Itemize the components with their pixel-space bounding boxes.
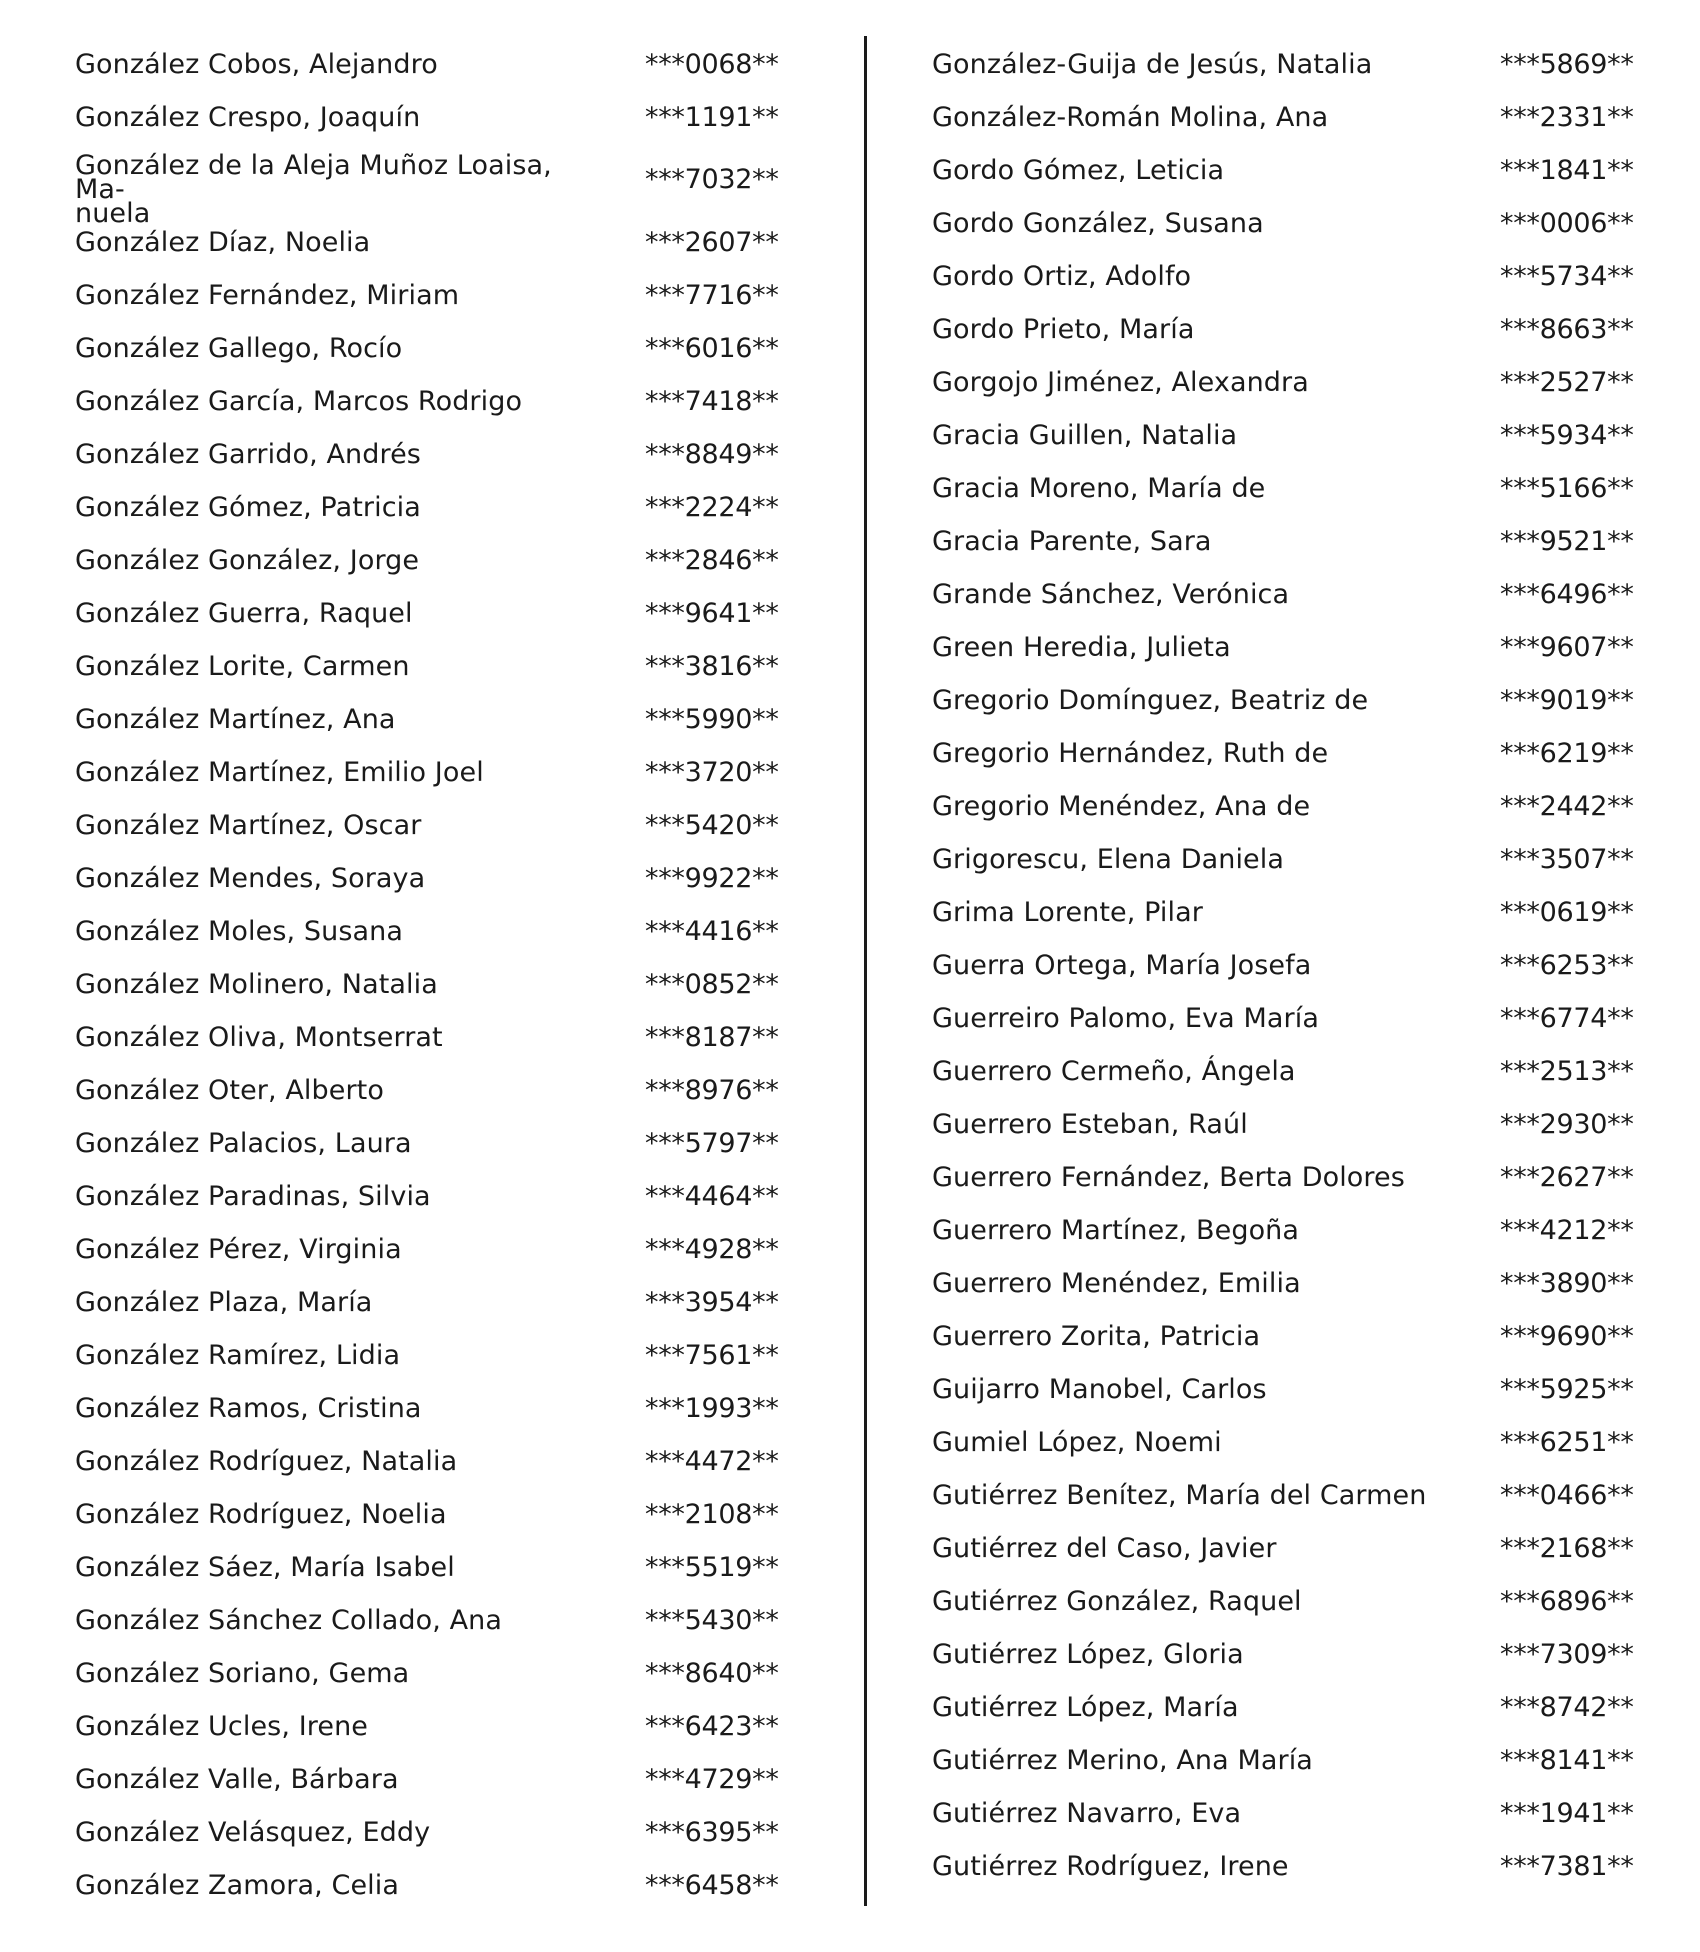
masked-id: ***6774** [1500,1003,1634,1034]
masked-id: ***6219** [1500,738,1634,769]
list-item [932,833,1632,886]
masked-id: ***7418** [645,386,779,417]
masked-id: ***5519** [645,1552,779,1583]
masked-id: ***0006** [1500,208,1634,239]
list-item [932,144,1632,197]
masked-id: ***1941** [1500,1798,1634,1829]
list-item [932,886,1632,939]
list-item [932,992,1632,1045]
masked-id: ***4212** [1500,1215,1634,1246]
person-name: González Oter, Alberto [75,1075,384,1106]
person-name: González Guerra, Raquel [75,598,413,629]
masked-id: ***8742** [1500,1692,1634,1723]
masked-id: ***2224** [645,492,779,523]
masked-id: ***7561** [645,1340,779,1371]
masked-id: ***5934** [1500,420,1634,451]
list-item [932,1734,1632,1787]
list-item [932,780,1632,833]
list-item [75,1117,779,1170]
list-item [932,409,1632,462]
person-name: González Zamora, Celia [75,1870,400,1901]
list-item [932,1045,1632,1098]
list-item [932,1469,1632,1522]
person-name: González Paradinas, Silvia [75,1181,431,1212]
list-item [75,799,779,852]
list-item [75,38,779,91]
person-name: Guijarro Manobel, Carlos [932,1374,1267,1405]
person-name: González Gómez, Patricia [75,492,421,523]
person-name: Gumiel López, Noemi [932,1427,1222,1458]
masked-id: ***1191** [645,102,779,133]
masked-id: ***4416** [645,916,779,947]
masked-id: ***1993** [645,1393,779,1424]
list-item [75,587,779,640]
list-item [75,1806,779,1859]
list-item [75,428,779,481]
list-item [932,1840,1632,1893]
person-name: Guerreiro Palomo, Eva María [932,1003,1319,1034]
person-name: González Martínez, Oscar [75,810,422,841]
masked-id: ***6423** [645,1711,779,1742]
masked-id: ***9521** [1500,526,1634,557]
masked-id: ***6896** [1500,1586,1634,1617]
person-name: Gracia Parente, Sara [932,526,1212,557]
list-item [75,91,779,144]
list-item [932,356,1632,409]
person-name: González Ucles, Irene [75,1711,368,1742]
list-item [75,1700,779,1753]
masked-id: ***6253** [1500,950,1634,981]
person-name: Guerrero Cermeño, Ángela [932,1056,1296,1087]
person-name: Gutiérrez Merino, Ana María [932,1745,1313,1776]
left-name-list [75,38,779,1912]
list-item [932,1575,1632,1628]
masked-id: ***8976** [645,1075,779,1106]
masked-id: ***2930** [1500,1109,1634,1140]
person-name: González Ramírez, Lidia [75,1340,401,1371]
masked-id: ***6496** [1500,579,1634,610]
list-item [932,1416,1632,1469]
masked-id: ***5734** [1500,261,1634,292]
list-item [932,38,1632,91]
person-name: Guerrero Menéndez, Emilia [932,1268,1301,1299]
masked-id: ***3954** [645,1287,779,1318]
person-name: González Crespo, Joaquín [75,102,421,133]
masked-id: ***8640** [645,1658,779,1689]
masked-id: ***2331** [1500,102,1634,133]
list-item [932,939,1632,992]
person-name: González Rodríguez, Noelia [75,1499,447,1530]
masked-id: ***7716** [645,280,779,311]
person-name: Grigorescu, Elena Daniela [932,844,1285,875]
list-item [75,144,779,229]
masked-id: ***1841** [1500,155,1634,186]
list-item [75,1594,779,1647]
masked-id: ***9641** [645,598,779,629]
masked-id: ***6016** [645,333,779,364]
masked-id: ***2168** [1500,1533,1634,1564]
list-item [932,1098,1632,1151]
person-name: González Oliva, Montserrat [75,1022,443,1053]
masked-id: ***5166** [1500,473,1634,504]
masked-id: ***2442** [1500,791,1634,822]
person-name: González Sáez, María Isabel [75,1552,455,1583]
list-item [75,693,779,746]
list-item [75,1753,779,1806]
person-name: González Díaz, Noelia [75,227,371,258]
list-item [75,1064,779,1117]
person-name: Gorgojo Jiménez, Alexandra [932,367,1309,398]
masked-id: ***4472** [645,1446,779,1477]
person-name: Gregorio Hernández, Ruth de [932,738,1329,769]
masked-id: ***6458** [645,1870,779,1901]
masked-id: ***2527** [1500,367,1634,398]
person-name: Gutiérrez Benítez, María del Carmen [932,1480,1427,1511]
list-item [75,375,779,428]
list-item [932,515,1632,568]
person-name: Guerrero Fernández, Berta Dolores [932,1162,1405,1193]
list-item [932,727,1632,780]
masked-id: ***6251** [1500,1427,1634,1458]
person-name: Gregorio Menéndez, Ana de [932,791,1311,822]
list-item [932,1787,1632,1840]
person-name: Gracia Moreno, María de [932,473,1266,504]
list-item [75,640,779,693]
person-name: González Plaza, María [75,1287,373,1318]
person-name: González Rodríguez, Natalia [75,1446,458,1477]
person-name: González Martínez, Emilio Joel [75,757,484,788]
person-name: Gutiérrez López, María [932,1692,1239,1723]
list-item [932,674,1632,727]
masked-id: ***7309** [1500,1639,1634,1670]
person-name: González Molinero, Natalia [75,969,438,1000]
masked-id: ***0466** [1500,1480,1634,1511]
person-name: Gordo González, Susana [932,208,1264,239]
column-divider [864,36,867,1906]
masked-id: ***7032** [645,164,779,195]
person-name: Grande Sánchez, Verónica [932,579,1290,610]
list-item [75,1859,779,1912]
masked-id: ***5925** [1500,1374,1634,1405]
list-item [932,1151,1632,1204]
list-item [75,1329,779,1382]
right-name-list [932,38,1632,1893]
list-item [75,534,779,587]
person-name: González Pérez, Virginia [75,1234,402,1265]
person-name: González de la Aleja Muñoz Loaisa, Ma- nuela [75,150,552,229]
person-name: González Palacios, Laura [75,1128,412,1159]
person-name: González Cobos, Alejandro [75,49,438,80]
person-name: Gracia Guillen, Natalia [932,420,1238,451]
masked-id: ***3816** [645,651,779,682]
person-name: Gutiérrez del Caso, Javier [932,1533,1277,1564]
masked-id: ***0852** [645,969,779,1000]
masked-id: ***2607** [645,227,779,258]
list-item [932,91,1632,144]
person-name: González Soriano, Gema [75,1658,410,1689]
list-item [75,958,779,1011]
person-name: González Moles, Susana [75,916,404,947]
person-name: Grima Lorente, Pilar [932,897,1203,928]
person-name: González Valle, Bárbara [75,1764,399,1795]
list-item [75,1435,779,1488]
person-name: González Lorite, Carmen [75,651,410,682]
person-name: González González, Jorge [75,545,420,576]
masked-id: ***0619** [1500,897,1634,928]
person-name: Gutiérrez González, Raquel [932,1586,1302,1617]
person-name: González Ramos, Cristina [75,1393,422,1424]
list-item [932,1257,1632,1310]
masked-id: ***3890** [1500,1268,1634,1299]
person-name: González-Guija de Jesús, Natalia [932,49,1373,80]
masked-id: ***9922** [645,863,779,894]
person-name: Gordo Prieto, María [932,314,1195,345]
person-name: González Sánchez Collado, Ana [75,1605,503,1636]
list-item [932,568,1632,621]
list-item [75,1647,779,1700]
person-name: González Gallego, Rocío [75,333,403,364]
list-item [932,1522,1632,1575]
list-item [932,462,1632,515]
list-item [75,852,779,905]
list-item [75,905,779,958]
masked-id: ***2108** [645,1499,779,1530]
masked-id: ***5869** [1500,49,1634,80]
list-item [932,621,1632,674]
person-name: Guerra Ortega, María Josefa [932,950,1312,981]
person-name: Gregorio Domínguez, Beatriz de [932,685,1369,716]
person-name: Guerrero Zorita, Patricia [932,1321,1261,1352]
list-item [932,250,1632,303]
list-item [75,1170,779,1223]
person-name: González Velásquez, Eddy [75,1817,431,1848]
person-name: González Mendes, Soraya [75,863,426,894]
list-item [932,1681,1632,1734]
list-item [932,1204,1632,1257]
masked-id: ***5797** [645,1128,779,1159]
person-name: Guerrero Esteban, Raúl [932,1109,1248,1140]
masked-id: ***3507** [1500,844,1634,875]
list-item [75,746,779,799]
list-item [75,1488,779,1541]
person-name: Gordo Gómez, Leticia [932,155,1225,186]
person-name: González García, Marcos Rodrigo [75,386,523,417]
list-item [932,1310,1632,1363]
list-item [75,1276,779,1329]
list-item [932,197,1632,250]
person-name: Gutiérrez Navarro, Eva [932,1798,1242,1829]
list-item [75,322,779,375]
person-name: González Garrido, Andrés [75,439,421,470]
list-item [75,481,779,534]
masked-id: ***9019** [1500,685,1634,716]
masked-id: ***5430** [645,1605,779,1636]
masked-id: ***4729** [645,1764,779,1795]
list-item [75,1541,779,1594]
masked-id: ***8849** [645,439,779,470]
list-item [932,1363,1632,1416]
person-name: González Fernández, Miriam [75,280,460,311]
masked-id: ***2846** [645,545,779,576]
masked-id: ***9690** [1500,1321,1634,1352]
masked-id: ***4928** [645,1234,779,1265]
masked-id: ***3720** [645,757,779,788]
person-name: Gordo Ortiz, Adolfo [932,261,1192,292]
masked-id: ***5990** [645,704,779,735]
masked-id: ***8187** [645,1022,779,1053]
masked-id: ***6395** [645,1817,779,1848]
person-name: González Martínez, Ana [75,704,396,735]
list-item [75,1011,779,1064]
masked-id: ***8141** [1500,1745,1634,1776]
masked-id: ***2627** [1500,1162,1634,1193]
masked-id: ***5420** [645,810,779,841]
list-item [932,303,1632,356]
person-name: González-Román Molina, Ana [932,102,1329,133]
person-name: Gutiérrez Rodríguez, Irene [932,1851,1289,1882]
person-name: Gutiérrez López, Gloria [932,1639,1244,1670]
list-item [932,1628,1632,1681]
masked-id: ***0068** [645,49,779,80]
masked-id: ***8663** [1500,314,1634,345]
masked-id: ***7381** [1500,1851,1634,1882]
masked-id: ***9607** [1500,632,1634,663]
list-item [75,1223,779,1276]
masked-id: ***4464** [645,1181,779,1212]
list-item [75,216,779,269]
person-name: Guerrero Martínez, Begoña [932,1215,1300,1246]
person-name: Green Heredia, Julieta [932,632,1231,663]
list-item [75,1382,779,1435]
list-item [75,269,779,322]
masked-id: ***2513** [1500,1056,1634,1087]
